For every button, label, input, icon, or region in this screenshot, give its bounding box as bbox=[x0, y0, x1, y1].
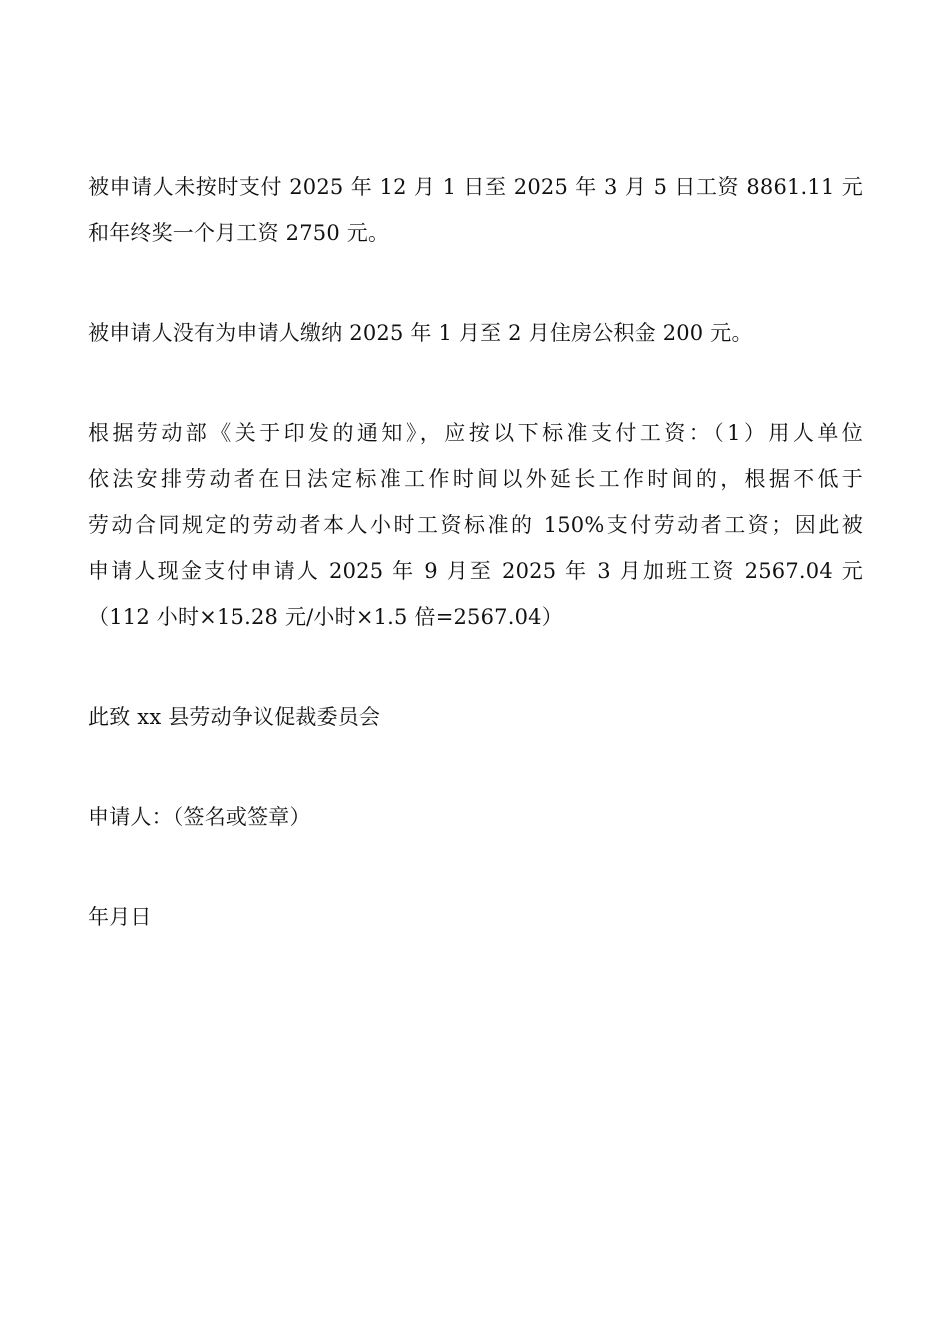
date-line bbox=[88, 894, 863, 940]
document-body bbox=[88, 164, 863, 994]
paragraph-line: 依法安排劳动者在日法定标准工作时间以外延长工作时间的，根据不低于 bbox=[88, 467, 863, 491]
paragraph-line: 根据劳动部《关于印发的通知》，应按以下标准支付工资：（1）用人单位 bbox=[88, 421, 863, 445]
paragraph-line: 年月日 bbox=[88, 905, 152, 929]
paragraph-line: （112 小时×15.28 元/小时×1.5 倍=2567.04） bbox=[88, 605, 563, 629]
applicant-signature-line bbox=[88, 794, 863, 840]
paragraph-line: 申请人：（签名或签章） bbox=[88, 805, 311, 829]
paragraph-line: 申请人现金支付申请人 2025 年 9 月至 2025 年 3 月加班工资 2567.04 元 bbox=[88, 559, 863, 583]
housing-fund-paragraph bbox=[88, 310, 863, 356]
paragraph-line: 和年终奖一个月工资 2750 元。 bbox=[88, 221, 390, 245]
unpaid-wages-paragraph bbox=[88, 164, 863, 256]
overtime-wages-paragraph bbox=[88, 410, 863, 640]
paragraph-line: 劳动合同规定的劳动者本人小时工资标准的 150%支付劳动者工资；因此被 bbox=[88, 513, 863, 537]
paragraph-line: 被申请人未按时支付 2025 年 12 月 1 日至 2025 年 3 月 5 日工资 8861.11 元 bbox=[88, 175, 863, 199]
addressee-line bbox=[88, 694, 863, 740]
paragraph-line: 此致 xx 县劳动争议促裁委员会 bbox=[88, 705, 381, 729]
paragraph-line: 被申请人没有为申请人缴纳 2025 年 1 月至 2 月住房公积金 200 元。 bbox=[88, 321, 753, 345]
